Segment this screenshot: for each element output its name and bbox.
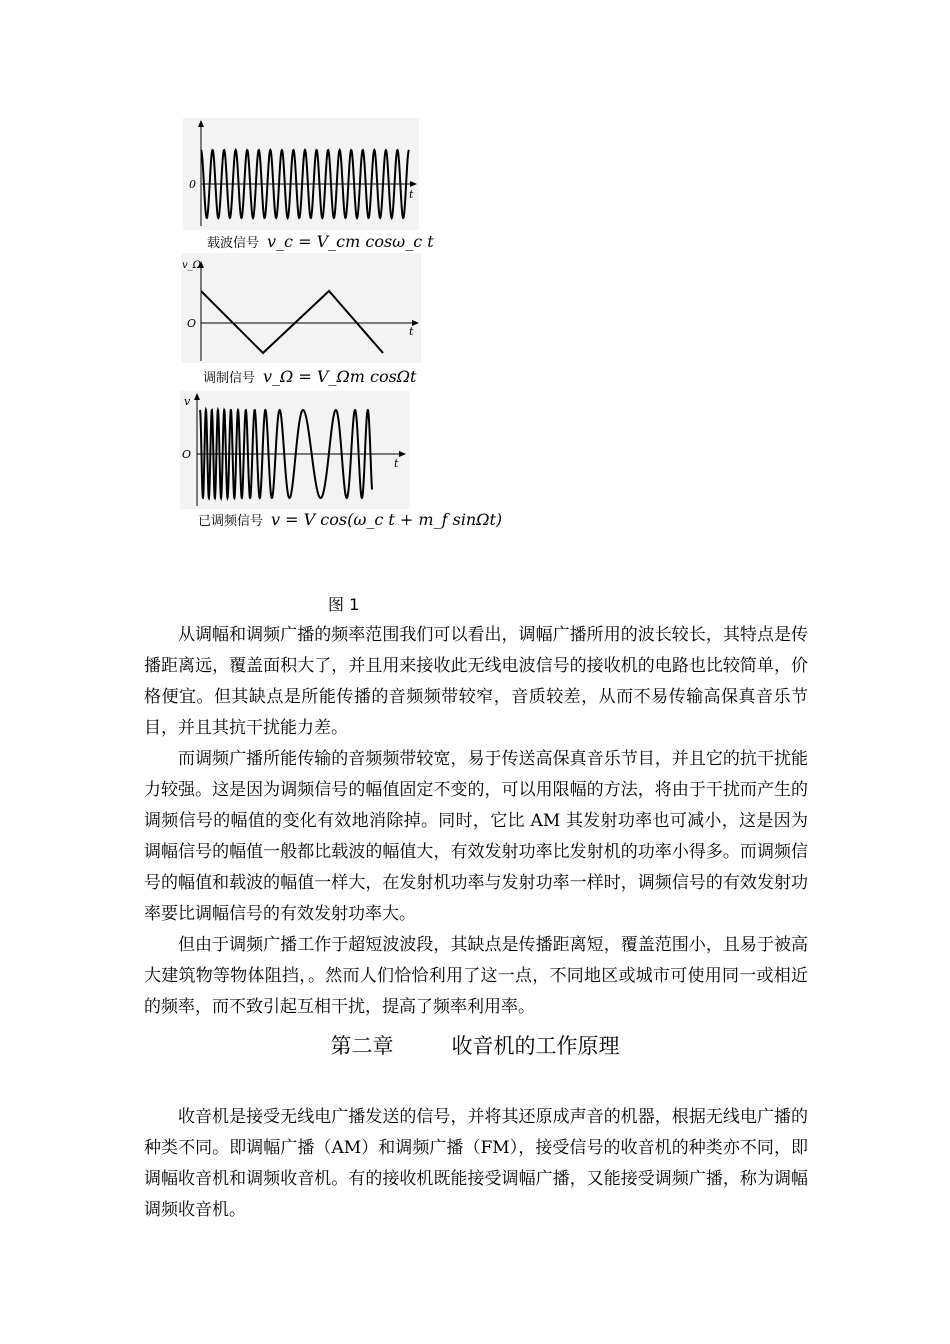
modulating-y-label: v_Ω [182,260,201,271]
carrier-caption: 载波信号 [207,236,260,251]
modulating-figure [181,253,421,363]
modulating-t-label: t [409,325,414,338]
fm-t-label: t [394,457,399,470]
chapter-title: 收音机的工作原理 [451,1034,620,1058]
paragraph-2: 而调频广播所能传输的音频频带较宽，易于传送高保真音乐节目，并且它的抗干扰能力较强。这是因为调频信号的幅值固定不变的，可以用限幅的方法，将由于干扰而产生的调频信号的幅值的变化有效地消除掉。同时，它比 AM 其发射功率也可减小，这是因为调幅信号的幅值一般都比载波的幅值大，有效发射功率比发射机的功率小得多。而调频信号的幅值和载波的幅值一样大，在发射机功率与发射功率一样时，调频信号的有效发射功率要比调幅信号的有效发射功率大。 [144,749,808,924]
fm-caption-row [198,510,502,529]
paragraph-4: 收音机是接受无线电广播发送的信号，并将其还原成声音的机器，根据无线电广播的种类不同。即调幅广播（AM）和调频广播（FM），接受信号的收音机的种类亦不同，即调幅收音机和调频收音机。有的接收机既能接受调幅广播，又能接受调频广播，称为调幅调频收音机。 [144,1107,808,1220]
fm-caption: 已调频信号 [198,514,264,529]
carrier-figure [183,118,419,230]
carrier-t-label: t [409,188,414,201]
fm-origin-label: O [182,448,192,461]
paragraph-1: 从调幅和调频广播的频率范围我们可以看出，调幅广播所用的波长较长，其特点是传播距离远，覆盖面积大了，并且用来接收此无线电波信号的接收机的电路也比较简单，价格便宜。但其缺点是所能传播的音频频带较窄，音质较差，从而不易传输高保真音乐节目，并且其抗干扰能力差。 [144,625,808,738]
modulating-origin-label: O [187,317,197,330]
fm-y-label: v [184,395,191,408]
modulating-caption: 调制信号 [203,371,256,386]
carrier-formula: v_c = V_cm cosω_c t [267,232,434,251]
fm-wave-plot [180,391,410,509]
chapter-number: 第二章 [330,1034,394,1058]
carrier-origin-label: 0 [189,178,196,191]
carrier-wave-plot [183,118,419,230]
modulating-wave-plot [181,253,421,363]
fm-formula: v = V cos(ω_c t + m_f sinΩt) [271,510,503,529]
figure-label: 图 1 [328,595,360,614]
modulating-caption-row [203,367,416,386]
carrier-caption-row [207,232,434,251]
modulating-formula: v_Ω = V_Ωm cosΩt [263,367,417,386]
modulating-wave-line [201,291,383,353]
fm-figure [180,391,410,509]
chapter-heading [0,1030,950,1060]
paragraph-3: 但由于调频广播工作于超短波波段，其缺点是传播距离短，覆盖范围小，且易于被高大建筑物等物体阻挡，。然而人们恰恰利用了这一点，不同地区或城市可使用同一或相近的频率，而不致引起互相干扰，提高了频率利用率。 [144,935,808,1017]
